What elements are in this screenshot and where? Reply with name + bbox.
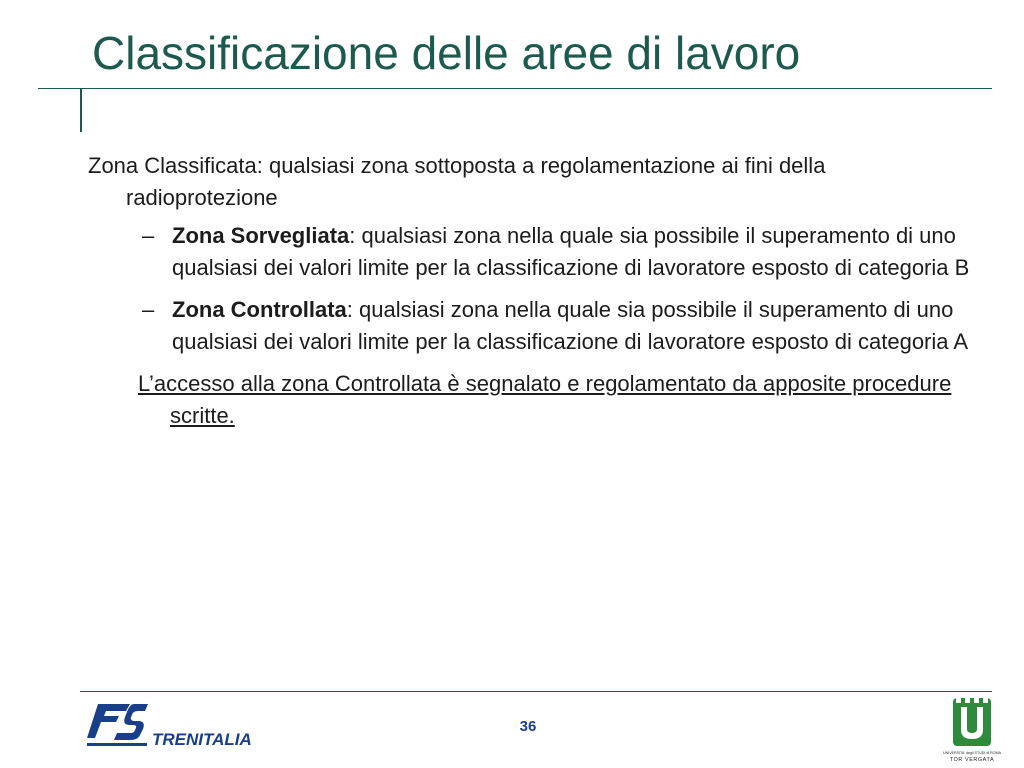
access-note: L’accesso alla zona Controllata è segnalato e regolamentato da apposite procedure scritte. bbox=[138, 371, 952, 428]
dash-marker: – bbox=[142, 297, 155, 322]
definition-zona-sorvegliata: : qualsiasi zona nella quale sia possibile il superamento di uno qualsiasi dei valori limite per la classificazione di lavoratore esposto di categoria B bbox=[172, 223, 970, 280]
title-vertical-accent bbox=[80, 88, 82, 132]
slide-title: Classificazione delle aree di lavoro bbox=[92, 27, 801, 79]
slide-body bbox=[88, 150, 978, 432]
university-tor-vergata-logo bbox=[943, 697, 1001, 765]
page-number: 36 bbox=[519, 718, 537, 735]
university-tor-vergata-label: TOR VERGATA bbox=[949, 757, 995, 763]
fs-mark-icon bbox=[87, 704, 148, 746]
university-name: UNIVERSITA' degli STUDI di ROMA bbox=[943, 751, 1001, 755]
term-zona-sorvegliata: Zona Sorvegliata bbox=[172, 223, 350, 248]
list-item-zona-sorvegliata bbox=[142, 220, 978, 284]
list-item-zona-controllata bbox=[142, 294, 978, 358]
trenitalia-logo bbox=[86, 700, 256, 750]
tower-icon bbox=[953, 698, 991, 746]
definition-zona-controllata: : qualsiasi zona nella quale sia possibile il superamento di uno qualsiasi dei valori limite per la classificazione di lavoratore esposto di categoria A bbox=[172, 297, 969, 354]
footer-rule bbox=[80, 691, 992, 692]
title-underline-rule bbox=[38, 88, 992, 89]
intro-paragraph: Zona Classificata: qualsiasi zona sottoposta a regolamentazione ai fini della radioprotezione bbox=[88, 153, 826, 210]
term-zona-controllata: Zona Controllata bbox=[172, 297, 347, 322]
trenitalia-wordmark: TRENITALIA bbox=[152, 730, 252, 749]
zone-list bbox=[88, 220, 978, 358]
dash-marker: – bbox=[142, 223, 155, 248]
